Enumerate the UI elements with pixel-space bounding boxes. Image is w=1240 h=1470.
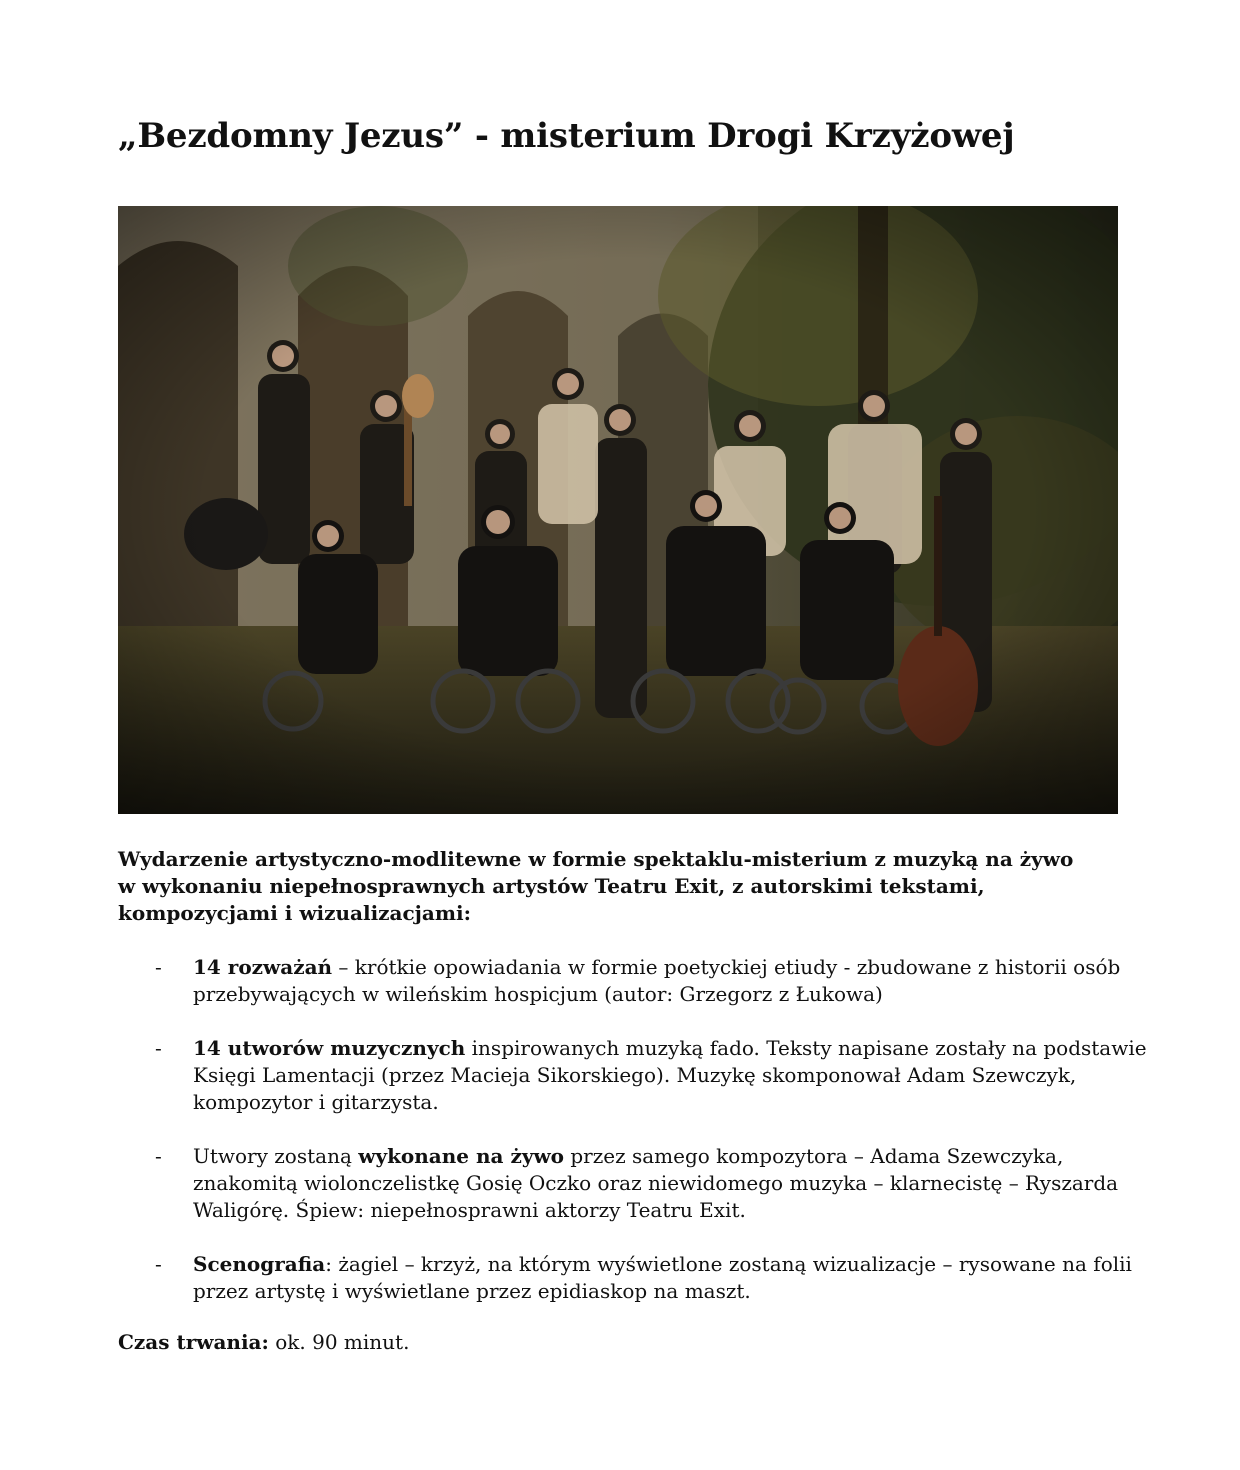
- list-item-line: kompozytor i gitarzysta.: [193, 1090, 439, 1114]
- list-item-line: przebywających w wileńskim hospicjum (autor: Grzegorz z Łukowa): [193, 982, 883, 1006]
- program-list: [118, 954, 1147, 1332]
- duration-value: ok. 90 minut.: [268, 1330, 410, 1354]
- duration-label: Czas trwania:: [118, 1330, 269, 1354]
- list-item-text: – krótkie opowiadania w formie poetyckiej etiudy - zbudowane z historii osób: [332, 955, 1121, 979]
- list-item-bold: Scenografia: [193, 1252, 326, 1276]
- intro-line: w wykonaniu niepełnosprawnych artystów Teatru Exit, z autorskimi tekstami,: [118, 874, 985, 898]
- bullet-marker: -: [155, 1144, 162, 1168]
- bullet-marker: -: [155, 955, 162, 979]
- list-item-line: Waligórę. Śpiew: niepełnosprawni aktorzy Teatru Exit.: [193, 1198, 746, 1222]
- list-item-bold: 14 utworów muzycznych: [193, 1036, 466, 1060]
- list-item-line: [193, 1035, 1147, 1062]
- bullet-marker: -: [155, 1036, 162, 1060]
- duration-line: [118, 1329, 409, 1356]
- list-item-text: inspirowanych muzyką fado. Teksty napisane zostały na podstawie: [465, 1036, 1147, 1060]
- list-item-text: Utwory zostaną: [193, 1144, 359, 1168]
- list-item-text: przez samego kompozytora – Adama Szewczyka,: [564, 1144, 1064, 1168]
- bullet-marker: -: [155, 1252, 162, 1276]
- list-item-line: przez artystę i wyświetlane przez epidiaskop na maszt.: [193, 1279, 751, 1303]
- list-item-line: znakomitą wiolonczelistkę Gosię Oczko oraz niewidomego muzyka – klarnecistę – Ryszarda: [193, 1171, 1119, 1195]
- list-item-reflections: [118, 954, 1128, 1008]
- list-item-line: [193, 1251, 1132, 1278]
- list-item-music: [118, 1035, 1147, 1116]
- page-title: „Bezdomny Jezus” - misterium Drogi Krzyżowej: [118, 116, 1015, 156]
- list-item-line: [193, 1143, 1128, 1170]
- intro-paragraph: [118, 846, 1118, 927]
- intro-line: Wydarzenie artystyczno-modlitewne w formie spektaklu-misterium z muzyką na żywo: [118, 847, 1074, 871]
- list-item-bold: wykonane na żywo: [358, 1144, 564, 1168]
- list-item-line: Księgi Lamentacji (przez Macieja Sikorskiego). Muzykę skomponował Adam Szewczyk,: [193, 1063, 1077, 1087]
- list-item-line: [193, 954, 1128, 981]
- group-photo: [118, 206, 1118, 814]
- intro-line: kompozycjami i wizualizacjami:: [118, 901, 472, 925]
- list-item-bold: 14 rozważań: [193, 955, 333, 979]
- list-item-performers: [118, 1143, 1128, 1224]
- list-item-scenography: [118, 1251, 1132, 1305]
- list-item-text: : żagiel – krzyż, na którym wyświetlone zostaną wizualizacje – rysowane na folii: [325, 1252, 1132, 1276]
